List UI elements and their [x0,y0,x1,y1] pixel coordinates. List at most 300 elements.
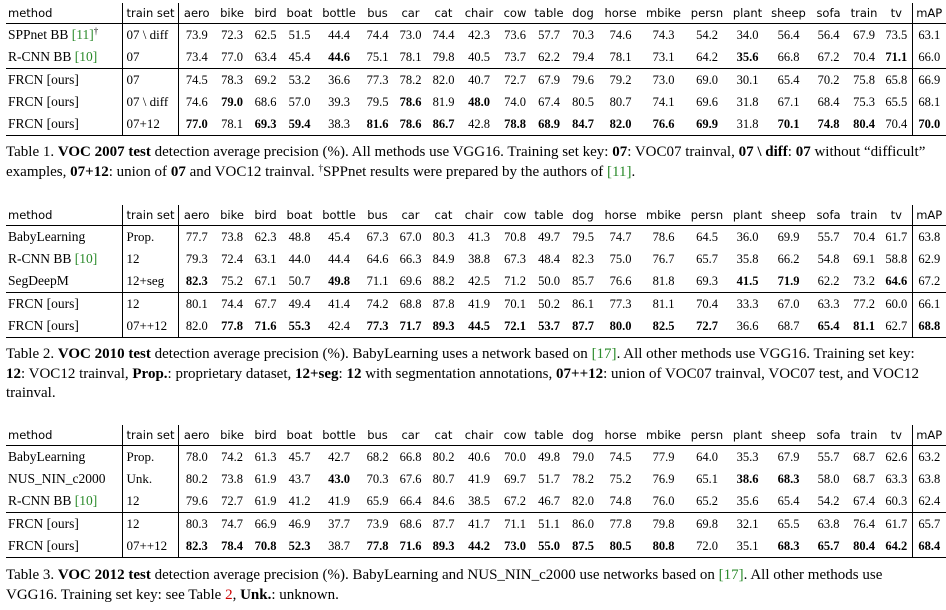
table-2-header [6,205,946,226]
value-cell: 67.2 [817,49,840,64]
value-cell: 35.6 [736,49,759,64]
column-header: bike [215,3,249,24]
value-cell: 65.2 [696,493,718,508]
column-header: table [532,205,566,226]
value-cell: 70.4 [853,49,875,64]
column-header: sheep [767,3,810,24]
value-cell: 60.0 [881,293,912,316]
value-cell: 64.6 [885,273,908,288]
value-cell: 74.0 [504,94,526,109]
column-header: method [6,205,122,226]
column-header: dog [566,425,600,446]
table-1 [6,3,946,136]
value-cell: 36.6 [317,69,361,92]
value-cell: 35.3 [736,449,759,464]
value-cell: 73.0 [498,535,532,558]
value-cell: 71.6 [394,535,427,558]
value-cell: 74.7 [609,229,632,244]
citation-link[interactable]: [17] [591,346,617,362]
value-cell: 73.2 [853,273,875,288]
value-cell: 72.0 [686,535,728,558]
column-header: train set [122,425,178,446]
value-cell: 72.7 [221,493,243,508]
column-header: bike [215,205,249,226]
value-cell: 68.3 [767,535,810,558]
value-cell: 52.3 [282,535,317,558]
column-header: dog [566,3,600,24]
value-cell: 44.4 [328,251,350,266]
value-cell: 74.4 [432,27,455,42]
value-cell: 63.1 [912,24,946,47]
train-set-cell: 12 [122,248,178,270]
value-cell: 76.6 [641,113,686,136]
value-cell: 82.0 [427,69,460,92]
method-cell: FRCN [ours] [6,113,122,136]
column-header: mbike [641,205,686,226]
column-header: mAP [912,205,946,226]
citation-link[interactable]: [10] [74,49,98,64]
value-cell: 82.3 [185,273,208,288]
value-cell: 75.1 [366,49,389,64]
value-cell: 36.0 [736,229,759,244]
value-cell: 80.7 [609,94,632,109]
value-cell: 87.7 [566,315,600,338]
method-cell: BabyLearning [8,229,86,244]
citation-link[interactable]: [10] [74,493,98,508]
method-cell: FRCN [ours] [6,513,122,536]
value-cell: 66.1 [912,293,946,316]
value-cell: 78.2 [394,69,427,92]
value-cell: 50.7 [288,273,311,288]
train-set-cell: Unk. [122,468,178,490]
value-cell: 60.3 [885,493,908,508]
value-cell: 70.4 [686,293,728,316]
train-set-cell: 07 [122,69,178,92]
value-cell: 76.0 [652,493,675,508]
value-cell: 62.9 [912,248,946,270]
value-cell: 56.4 [817,27,840,42]
value-cell: 62.7 [881,315,912,338]
value-cell: 62.3 [254,229,277,244]
value-cell: 77.8 [215,315,249,338]
column-header: bird [249,3,282,24]
table-2-caption: Table 2. VOC 2010 test detection average precision (%). BabyLearning uses a network based on [17]. All other methods use VGG16. Training set key: 12: VOC12 trainval, Prop.: proprietary dataset, 12+seg: 12 with segmentation annotations, 07++12: union of VOC07 trainval, VOC07 test, and VOC12 trainval. [6,346,919,401]
column-header: mAP [912,425,946,446]
column-header: train set [122,3,178,24]
value-cell: 31.8 [728,113,767,136]
method-cell: R-CNN BB [10] [8,493,98,508]
value-cell: 63.8 [810,513,847,536]
value-cell: 38.3 [317,113,361,136]
train-set-cell: Prop. [122,446,178,469]
table-row [6,315,946,338]
value-cell: 85.7 [572,273,594,288]
value-cell: 79.4 [572,49,594,64]
value-cell: 63.8 [912,468,946,490]
value-cell: 66.8 [777,49,800,64]
table-row [6,490,946,513]
value-cell: 65.4 [810,315,847,338]
value-cell: 74.4 [366,27,389,42]
value-cell: 72.3 [221,27,243,42]
value-cell: 77.3 [361,315,394,338]
value-cell: 64.5 [696,229,718,244]
value-cell: 67.2 [912,270,946,293]
train-set-cell: 07+12 [122,113,178,136]
value-cell: 63.3 [885,471,908,486]
value-cell: 69.1 [853,251,875,266]
value-cell: 44.6 [328,49,350,64]
value-cell: 37.7 [317,513,361,536]
value-cell: 74.1 [652,94,675,109]
value-cell: 71.6 [249,315,282,338]
value-cell: 65.5 [767,513,810,536]
value-cell: 80.3 [432,229,455,244]
value-cell: 68.7 [767,315,810,338]
column-header: bottle [317,3,361,24]
value-cell: 77.2 [847,293,881,316]
value-cell: 81.8 [652,273,675,288]
value-cell: 67.6 [399,471,422,486]
column-header: bus [361,3,394,24]
method-cell: SegDeepM [8,273,69,288]
value-cell: 73.9 [361,513,394,536]
value-cell: 77.7 [185,229,208,244]
method-cell: FRCN [ours] [6,293,122,316]
value-cell: 57.0 [288,94,311,109]
column-header: car [394,205,427,226]
train-set-cell: 07 \ diff [122,24,178,47]
table-3 [6,425,946,558]
column-header: chair [460,205,498,226]
value-cell: 53.7 [532,315,566,338]
value-cell: 78.3 [215,69,249,92]
value-cell: 79.6 [566,69,600,92]
value-cell: 68.9 [532,113,566,136]
method-cell: NUS_NIN_c2000 [8,471,106,486]
value-cell: 74.8 [810,113,847,136]
value-cell: 51.5 [288,27,311,42]
value-cell: 75.3 [853,94,875,109]
column-header: sofa [810,205,847,226]
value-cell: 80.1 [178,293,215,316]
train-set-cell: 07++12 [122,535,178,558]
value-cell: 67.0 [399,229,422,244]
train-set-cell: 12 [122,490,178,513]
table-ref-link[interactable]: 2 [225,586,233,603]
value-cell: 75.8 [847,69,881,92]
value-cell: 46.9 [282,513,317,536]
value-cell: 87.8 [427,293,460,316]
value-cell: 67.3 [504,251,526,266]
value-cell: 41.2 [288,493,311,508]
train-set-cell: 12 [122,293,178,316]
value-cell: 58.8 [885,251,908,266]
value-cell: 67.2 [504,493,526,508]
column-header: cow [498,205,532,226]
value-cell: 68.1 [912,91,946,113]
value-cell: 41.3 [468,229,490,244]
column-header: train [847,425,881,446]
column-header: dog [566,205,600,226]
value-cell: 77.8 [600,513,641,536]
column-header: bird [249,205,282,226]
value-cell: 80.5 [600,535,641,558]
value-cell: 73.4 [185,49,208,64]
table-row [6,69,946,92]
citation-link[interactable]: [17] [718,567,744,583]
value-cell: 82.3 [178,535,215,558]
train-set-cell: 07 [122,46,178,69]
value-cell: 72.4 [221,251,243,266]
method-cell: FRCN [ours] [6,535,122,558]
value-cell: 71.1 [885,49,908,64]
value-cell: 61.9 [254,493,277,508]
value-cell: 49.4 [282,293,317,316]
train-set-cell: 07 \ diff [122,91,178,113]
column-header: aero [178,205,215,226]
value-cell: 38.7 [317,535,361,558]
value-cell: 49.8 [538,449,560,464]
value-cell: 69.6 [399,273,422,288]
column-header: bottle [317,205,361,226]
table-row [6,91,946,113]
value-cell: 78.4 [215,535,249,558]
method-cell: FRCN [ours] [6,69,122,92]
column-header: cow [498,425,532,446]
value-cell: 66.8 [399,449,422,464]
value-cell: 86.0 [566,513,600,536]
value-cell: 72.7 [498,69,532,92]
value-cell: 61.7 [881,513,912,536]
table-row [6,270,946,293]
value-cell: 41.4 [317,293,361,316]
value-cell: 65.4 [777,493,800,508]
value-cell: 35.8 [736,251,759,266]
value-cell: 67.0 [767,293,810,316]
value-cell: 79.0 [221,94,243,109]
train-set-cell: 12 [122,513,178,536]
value-cell: 34.0 [736,27,759,42]
value-cell: 80.3 [178,513,215,536]
value-cell: 71.1 [498,513,532,536]
value-cell: 55.0 [532,535,566,558]
value-cell: 70.1 [767,113,810,136]
value-cell: 33.3 [728,293,767,316]
value-cell: 73.0 [641,69,686,92]
value-cell: 68.6 [394,513,427,536]
value-cell: 73.9 [185,27,208,42]
value-cell: 79.5 [366,94,389,109]
value-cell: 89.3 [427,535,460,558]
value-cell: 71.1 [366,273,389,288]
value-cell: 44.4 [328,27,350,42]
value-cell: 65.7 [912,513,946,536]
value-cell: 70.0 [504,449,526,464]
column-header: car [394,425,427,446]
value-cell: 70.4 [853,229,875,244]
value-cell: 69.0 [686,69,728,92]
value-cell: 68.4 [817,94,840,109]
value-cell: 67.4 [538,94,560,109]
method-cell: FRCN [ours] [6,315,122,338]
value-cell: 40.7 [460,69,498,92]
value-cell: 51.1 [532,513,566,536]
table-row [6,248,946,270]
value-cell: 74.7 [215,513,249,536]
value-cell: 65.4 [767,69,810,92]
value-cell: 54.8 [817,251,840,266]
value-cell: 55.7 [817,449,840,464]
train-set-cell: 12+seg [122,270,178,293]
table-1-body [6,24,946,136]
value-cell: 74.2 [361,293,394,316]
table-3-header [6,425,946,446]
value-cell: 79.5 [572,229,594,244]
value-cell: 78.8 [498,113,532,136]
value-cell: 84.9 [432,251,455,266]
value-cell: 84.7 [566,113,600,136]
column-header: persn [686,205,728,226]
table-row [6,293,946,316]
value-cell: 78.6 [399,94,422,109]
value-cell: 69.8 [686,513,728,536]
value-cell: 56.4 [777,27,800,42]
column-header: train [847,3,881,24]
value-cell: 82.0 [600,113,641,136]
value-cell: 76.6 [609,273,632,288]
table-row [6,446,946,469]
value-cell: 79.8 [432,49,455,64]
table-row [6,513,946,536]
value-cell: 50.0 [538,273,560,288]
value-cell: 44.5 [460,315,498,338]
value-cell: 67.9 [532,69,566,92]
value-cell: 80.4 [847,113,881,136]
value-cell: 70.2 [810,69,847,92]
value-cell: 81.1 [847,315,881,338]
value-cell: 38.5 [468,493,490,508]
value-cell: 64.0 [696,449,718,464]
value-cell: 73.7 [504,49,526,64]
column-header: persn [686,3,728,24]
value-cell: 42.3 [468,27,490,42]
value-cell: 78.2 [572,471,594,486]
value-cell: 82.0 [178,315,215,338]
value-cell: 67.7 [249,293,282,316]
value-cell: 65.1 [696,471,718,486]
value-cell: 70.4 [881,113,912,136]
table-2 [6,205,946,338]
value-cell: 73.8 [221,471,243,486]
value-cell: 67.1 [777,94,800,109]
method-cell: R-CNN BB [10] [8,251,98,266]
value-cell: 36.6 [728,315,767,338]
value-cell: 74.6 [609,27,632,42]
value-cell: 66.0 [912,46,946,69]
value-cell: 82.3 [572,251,594,266]
value-cell: 40.6 [468,449,490,464]
value-cell: 35.1 [728,535,767,558]
value-cell: 54.2 [817,493,840,508]
value-cell: 69.3 [249,113,282,136]
value-cell: 41.7 [460,513,498,536]
column-header: tv [881,425,912,446]
value-cell: 65.8 [881,69,912,92]
value-cell: 75.0 [609,251,632,266]
column-header: cow [498,3,532,24]
value-cell: 65.9 [366,493,389,508]
value-cell: 80.0 [600,315,641,338]
column-header: sheep [767,425,810,446]
column-header: train [847,205,881,226]
value-cell: 64.2 [881,535,912,558]
column-header: sofa [810,425,847,446]
value-cell: 51.7 [538,471,560,486]
table-row [6,113,946,136]
value-cell: 41.9 [460,293,498,316]
column-header: plant [728,425,767,446]
value-cell: 68.3 [777,471,800,486]
column-header: tv [881,205,912,226]
citation-link[interactable]: [11] [607,163,632,180]
value-cell: 63.1 [254,251,277,266]
value-cell: 78.6 [394,113,427,136]
value-cell: 45.4 [328,229,350,244]
value-cell: 74.6 [185,94,208,109]
value-cell: 77.9 [652,449,675,464]
value-cell: 76.9 [652,471,675,486]
value-cell: 68.7 [853,449,875,464]
value-cell: 65.7 [810,535,847,558]
method-cell: SPPnet BB [11]† [8,26,99,42]
column-header: bottle [317,425,361,446]
value-cell: 68.8 [394,293,427,316]
column-header: boat [282,425,317,446]
value-cell: 78.1 [609,49,632,64]
train-set-cell: Prop. [122,226,178,249]
value-cell: 54.2 [696,27,718,42]
value-cell: 68.7 [853,471,875,486]
value-cell: 70.8 [249,535,282,558]
value-cell: 44.0 [288,251,311,266]
table-1-header [6,3,946,24]
value-cell: 48.8 [288,229,311,244]
value-cell: 73.5 [885,27,908,42]
value-cell: 30.1 [728,69,767,92]
value-cell: 86.7 [427,113,460,136]
table-2-body [6,226,946,338]
citation-link[interactable]: [10] [74,251,98,266]
value-cell: 67.9 [777,449,800,464]
citation-link[interactable]: [11] [71,27,94,42]
value-cell: 38.6 [736,471,759,486]
value-cell: 81.1 [641,293,686,316]
value-cell: 74.5 [178,69,215,92]
value-cell: 77.0 [178,113,215,136]
value-cell: 77.3 [600,293,641,316]
value-cell: 68.4 [912,535,946,558]
table-row [6,468,946,490]
column-header: mbike [641,3,686,24]
column-header: table [532,3,566,24]
value-cell: 63.8 [912,226,946,249]
value-cell: 49.8 [328,273,350,288]
value-cell: 65.5 [885,94,908,109]
column-header: bird [249,425,282,446]
value-cell: 88.2 [432,273,455,288]
value-cell: 79.3 [185,251,208,266]
